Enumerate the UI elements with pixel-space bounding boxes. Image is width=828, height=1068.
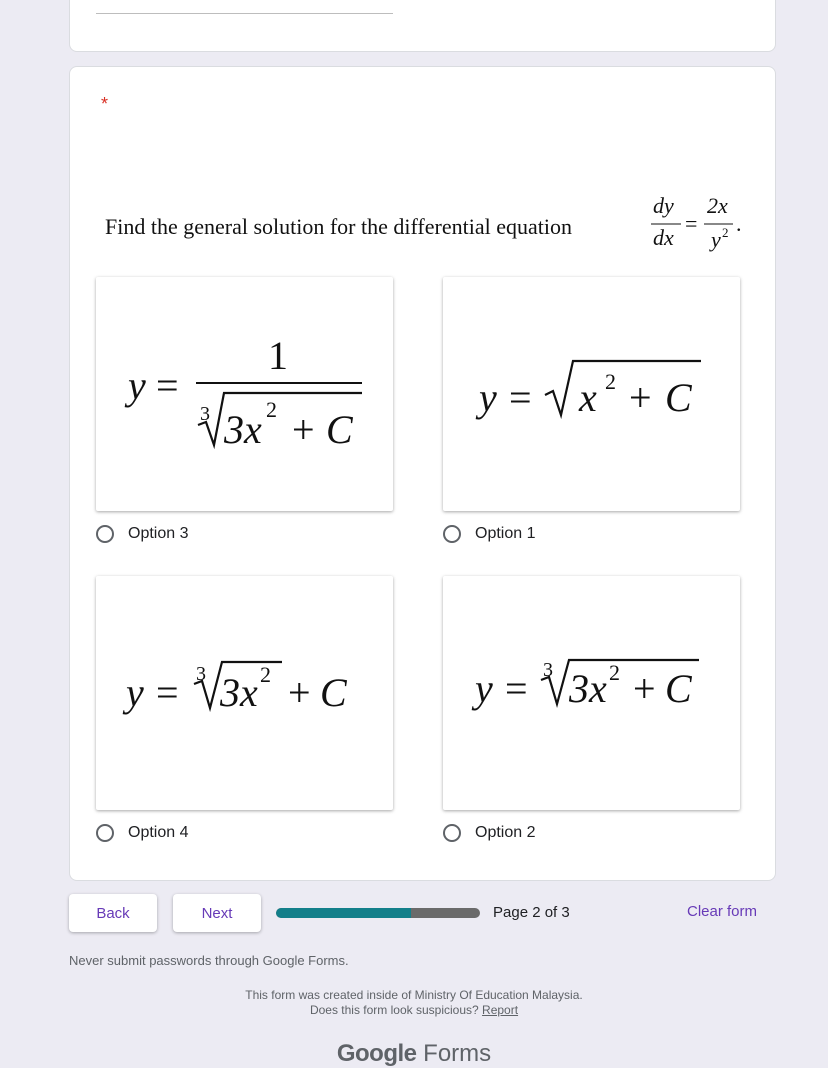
- root-index: 3: [543, 659, 553, 681]
- required-asterisk: *: [101, 94, 109, 114]
- math-3x: 3x: [220, 670, 258, 715]
- previous-question-card: [69, 0, 776, 52]
- question-title: [105, 189, 745, 259]
- option-3-choice[interactable]: [96, 522, 188, 546]
- math-c: C: [665, 375, 692, 420]
- math-3x: 3x: [224, 407, 262, 452]
- eq-y-exp: 2: [722, 225, 729, 240]
- google-forms-logo: [0, 1040, 828, 1068]
- eq-2x: 2x: [707, 193, 728, 218]
- math-plus: +: [288, 670, 311, 715]
- eq-dy: dy: [653, 193, 674, 218]
- form-origin-notice: [0, 988, 828, 1018]
- math-c: C: [326, 407, 353, 452]
- math-y: y: [479, 375, 497, 420]
- password-warning: Never submit passwords through Google Forms.: [69, 953, 349, 968]
- progress-bar-fill: [276, 908, 411, 918]
- question-card: [69, 66, 776, 881]
- option-4-image[interactable]: [96, 576, 393, 810]
- option-1-radio[interactable]: [443, 525, 461, 543]
- option-3-radio[interactable]: [96, 525, 114, 543]
- suspicious-line: [0, 1003, 828, 1018]
- clear-form-button[interactable]: Clear form: [687, 903, 758, 920]
- option-1-choice[interactable]: [443, 522, 535, 546]
- math-exp: 2: [266, 397, 277, 422]
- option-2-image[interactable]: [443, 576, 740, 810]
- option-3-label: Option 3: [128, 525, 189, 542]
- page-indicator: Page 2 of 3: [493, 904, 570, 921]
- question-text: Find the general solution for the differential equation: [105, 214, 572, 239]
- logo-google: Google: [336, 1040, 417, 1067]
- math-plus: +: [292, 407, 315, 452]
- created-text: This form was created inside of Ministry Of Education Malaysia.: [245, 988, 583, 1002]
- math-exp: 2: [260, 662, 271, 687]
- root-index: 3: [200, 403, 210, 425]
- suspicious-text: Does this form look suspicious?: [309, 1003, 479, 1017]
- back-button[interactable]: Back: [69, 894, 157, 932]
- question-equation: [645, 189, 745, 259]
- option-4-label: Option 4: [128, 824, 189, 841]
- math-y: y: [126, 670, 144, 715]
- math-y: y: [128, 363, 146, 408]
- math-exp: 2: [609, 660, 620, 685]
- option-2-label: Option 2: [475, 824, 536, 841]
- text-answer-underline: [96, 13, 393, 14]
- option-4-choice[interactable]: [96, 821, 188, 845]
- option-2-radio[interactable]: [443, 824, 461, 842]
- math-c: C: [320, 670, 347, 715]
- math-eq: =: [509, 375, 532, 420]
- report-link[interactable]: Report: [482, 1003, 519, 1017]
- option-4-radio[interactable]: [96, 824, 114, 842]
- option-1-image[interactable]: [443, 277, 740, 511]
- next-button[interactable]: Next: [173, 894, 261, 932]
- math-eq: =: [156, 363, 179, 408]
- math-exp: 2: [605, 369, 616, 394]
- eq-y: y: [711, 227, 721, 252]
- option-2-choice[interactable]: [443, 821, 535, 845]
- option-1-label: Option 1: [475, 525, 536, 542]
- math-c: C: [665, 666, 692, 711]
- math-y: y: [475, 666, 493, 711]
- eq-equals: =: [685, 211, 698, 236]
- root-index: 3: [196, 663, 206, 685]
- math-eq: =: [156, 670, 179, 715]
- option-3-image[interactable]: [96, 277, 393, 511]
- progress-bar: [276, 908, 480, 918]
- eq-period: .: [736, 211, 742, 236]
- math-one: 1: [268, 333, 288, 378]
- eq-dx: dx: [653, 225, 674, 250]
- math-plus: +: [629, 375, 652, 420]
- math-plus: +: [633, 666, 656, 711]
- math-x: x: [579, 375, 597, 420]
- math-3x: 3x: [569, 666, 607, 711]
- math-eq: =: [505, 666, 528, 711]
- logo-forms: Forms: [423, 1040, 492, 1067]
